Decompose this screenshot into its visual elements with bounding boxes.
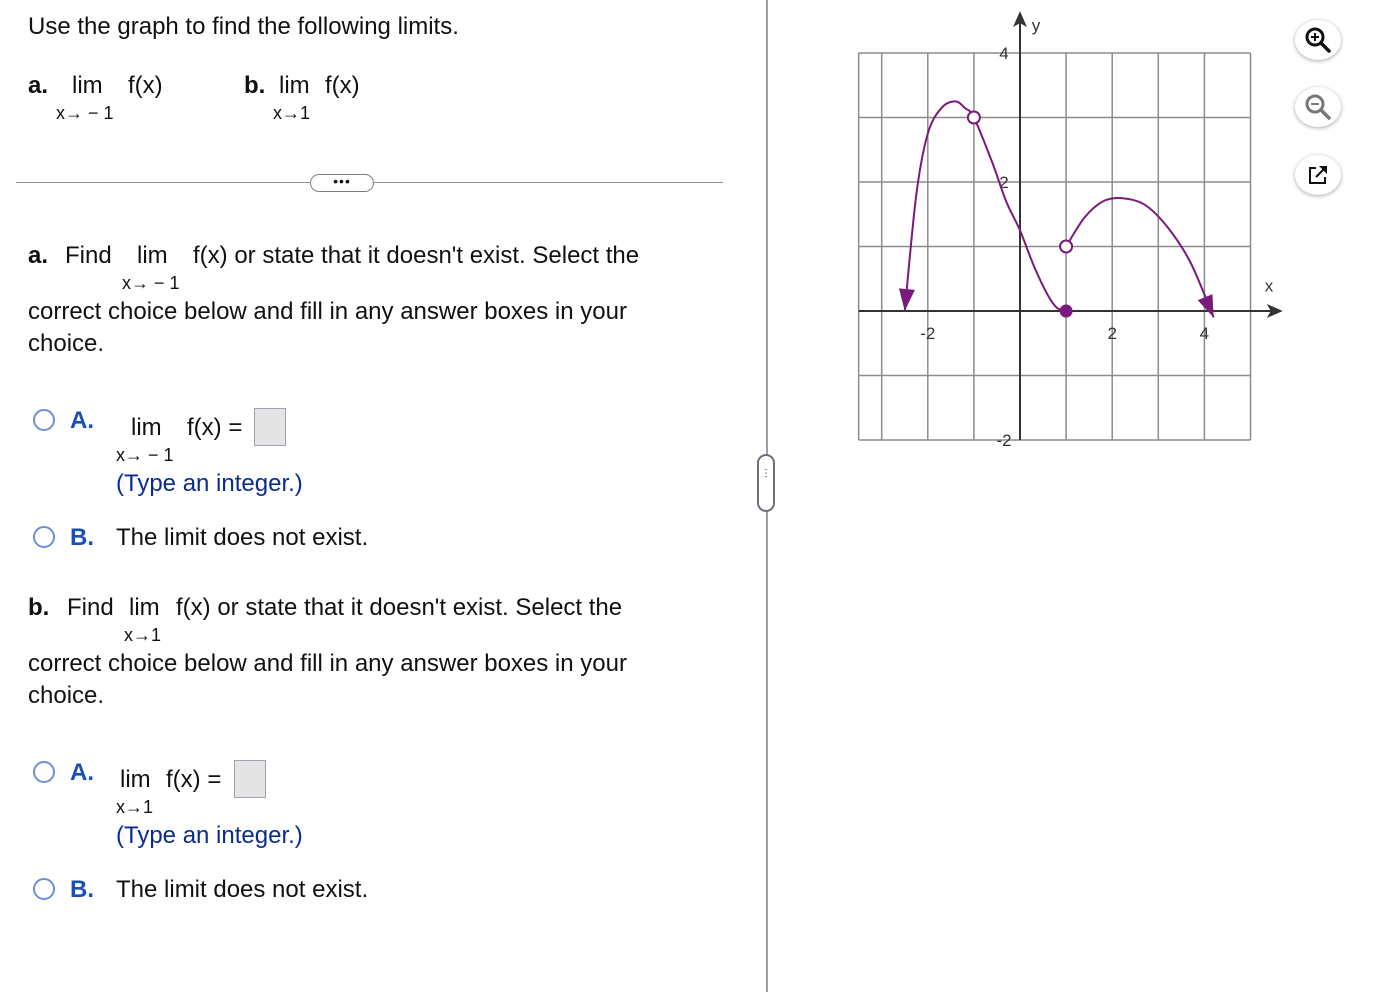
x-tick-label: -2 bbox=[920, 324, 936, 343]
qb-line2: correct choice below and fill in any answer boxes in your bbox=[28, 650, 627, 677]
qa-option-a-letter: A. bbox=[70, 407, 94, 434]
qb-label: b. bbox=[28, 594, 50, 621]
x-axis-label: x bbox=[1264, 276, 1274, 296]
qb-option-a-fx: f(x) = bbox=[166, 766, 222, 793]
curve-2 bbox=[1066, 198, 1214, 318]
popout-icon bbox=[1305, 162, 1331, 188]
y-axis-label: y bbox=[1031, 15, 1041, 35]
y-tick-label: 2 bbox=[999, 173, 1009, 192]
intro-text: Use the graph to find the following limits. bbox=[28, 13, 459, 40]
qb-lim: lim bbox=[129, 594, 160, 621]
popout-button[interactable] bbox=[1295, 155, 1341, 195]
part-b-fx: f(x) bbox=[325, 72, 360, 99]
qa-option-b-letter: B. bbox=[70, 524, 94, 551]
zoom-out-button[interactable] bbox=[1295, 87, 1341, 127]
qb-option-b-text: The limit does not exist. bbox=[116, 876, 369, 903]
curve-arrow-right bbox=[1198, 294, 1214, 317]
open-point bbox=[1060, 241, 1072, 253]
qb-line3: choice. bbox=[28, 682, 105, 709]
qb-option-a-lim: lim bbox=[120, 766, 151, 793]
qa-option-a-sub: x→ − 1 bbox=[116, 445, 174, 465]
open-point bbox=[968, 112, 980, 124]
qa-option-a-fx: f(x) = bbox=[187, 414, 243, 441]
qa-label: a. bbox=[28, 242, 49, 269]
curve-1 bbox=[905, 101, 1066, 311]
curve-arrow-left bbox=[899, 288, 915, 311]
part-b-sub: x→1 bbox=[273, 103, 311, 123]
x-tick-label: 2 bbox=[1107, 324, 1117, 343]
qa-option-a-hint: (Type an integer.) bbox=[116, 470, 303, 497]
y-tick-label: 4 bbox=[999, 44, 1009, 63]
part-a-lim: lim bbox=[72, 72, 103, 99]
zoom-out-icon bbox=[1303, 92, 1333, 122]
qa-sub: x→ − 1 bbox=[122, 273, 180, 293]
qb-option-a-hint: (Type an integer.) bbox=[116, 822, 303, 849]
y-tick-label: -2 bbox=[996, 431, 1012, 450]
qa-text: f(x) or state that it doesn't exist. Select the bbox=[193, 242, 640, 269]
x-tick-label: 4 bbox=[1199, 324, 1210, 343]
qa-find: Find bbox=[65, 242, 112, 269]
qa-line2: correct choice below and fill in any answer boxes in your bbox=[28, 298, 627, 325]
zoom-in-icon bbox=[1303, 25, 1333, 55]
more-button[interactable]: ••• bbox=[310, 174, 374, 192]
qb-sub: x→1 bbox=[124, 625, 162, 645]
part-a-sub: x→ − 1 bbox=[56, 103, 114, 123]
part-a-fx: f(x) bbox=[128, 72, 163, 99]
zoom-in-button[interactable] bbox=[1295, 20, 1341, 60]
qb-option-b-letter: B. bbox=[70, 876, 94, 903]
qa-lim: lim bbox=[137, 242, 168, 269]
qb-text: f(x) or state that it doesn't exist. Select the bbox=[176, 594, 623, 621]
part-b-label: b. bbox=[244, 72, 266, 99]
qa-line3: choice. bbox=[28, 330, 105, 357]
qb-option-a-letter: A. bbox=[70, 759, 94, 786]
qb-find: Find bbox=[67, 594, 114, 621]
qa-option-b-text: The limit does not exist. bbox=[116, 524, 369, 551]
qa-option-a-lim: lim bbox=[131, 414, 162, 441]
part-a-label: a. bbox=[28, 72, 49, 99]
pane-resize-handle[interactable]: ⋮ bbox=[757, 454, 775, 512]
qb-option-a-sub: x→1 bbox=[116, 797, 154, 817]
part-b-lim: lim bbox=[279, 72, 310, 99]
closed-point bbox=[1060, 305, 1073, 318]
